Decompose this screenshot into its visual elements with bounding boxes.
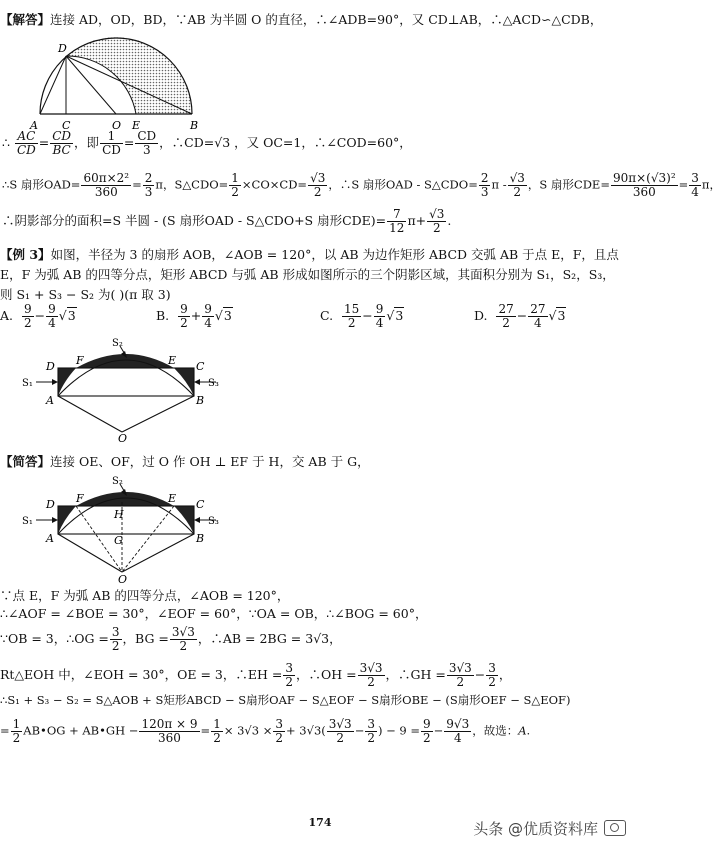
page-number: 174 [308,816,332,829]
fraction: $\frac{√3}{2}$ [310,171,326,199]
fraction: $\frac{3}{2}$ [367,717,375,745]
segment-oa [58,534,122,572]
fraction: $\frac{9√3}{4}$ [446,717,470,745]
label-o: O [112,119,122,132]
fraction: $\frac{CD}{3}$ [137,129,157,157]
fraction: $\frac{2}{3}$ [480,171,489,199]
label-s1: S₁ [22,378,33,389]
option-d[interactable]: D. $\frac{27}{2}$ − $\frac{27}{4}$ √3 [473,302,566,330]
fraction: $\frac{√3}{2}$ [509,171,525,199]
solution2-line1: 【简答】连接 OE、OF，过 O 作 OH ⊥ EF 于 H，交 AB 于 G， [0,454,370,469]
solution2-line7: = $\frac{1}{2}$ AB•OG + AB•GH − $\frac{120\pi \times 9}{360}$ = $\frac{1}{2}$ × 3√3 × $\frac{3}{2}$ + 3√3( $\frac{3√3}{2}$ − $\frac{3}{2}$ ) − 9 = $\frac{9}{2}$ − $\frac{9√3}{4}$ ，故选：A. [0,717,531,745]
fraction: $\frac{3√3}{2}$ [448,661,472,689]
label-b: B [196,394,205,407]
solution2-line3: ∴∠AOF = ∠BOE = 30°，∠EOF = 60°，∵OA = OB，∴∠BOG = 60°， [0,606,428,621]
label-g: G [114,534,123,547]
solution1-heading: 【解答】 [0,12,51,27]
fraction: $\frac{CD}{BC}$ [52,129,72,157]
label-s1: S₁ [22,516,33,527]
fraction: $\frac{1}{CD}$ [102,129,121,157]
label-o: O [118,573,128,586]
example3-line3: 则 S₁ + S₃ − S₂ 为( )(π 取 3) [0,287,171,302]
fraction: $\frac{\text{90π×(√3)²}}{360}$ [612,171,676,199]
segment-oa [58,396,122,432]
solution2-line6: ∴S₁ + S₃ − S₂ = S△AOB + S矩形ABCD − S扇形OAF − S△EOF − S扇形OBE − (S扇形OEF − S△EOF) [0,693,571,707]
fraction: $\frac{3}{2}$ [285,661,293,689]
option-b[interactable]: B. $\frac{9}{2}$ + $\frac{9}{4}$ √3 [155,302,232,330]
label-d: D [46,360,55,373]
camera-icon [604,820,626,836]
label-o: O [118,432,128,445]
label-e: E [132,119,141,132]
label-c: C [196,360,205,373]
label-a: A [30,119,38,132]
solution1-line3: ∴S 扇形OAD= $\frac{\text{60π×2²}}{360}$ = $\frac{2}{3}$ π，S△CDO= $\frac{1}{2}$ ×CO×CD= $\frac{√3}{2}$ ，∴S 扇形OAD - S△CDO= $\frac{2}{3}$ π - $\frac{√3}{2}$ ，S 扇形CDE= $\frac{\text{90π×(√3)²}}{360}$ = $\frac{3}{4}$ π， [2,171,721,199]
rectangle-abcd [58,368,194,396]
fraction: $\frac{AC}{CD}$ [16,129,36,157]
solution1-line1 [0,12,602,28]
label-a: A [46,532,54,545]
label-e: E [168,492,177,505]
label-f: F [76,354,84,367]
label-c: C [196,498,205,511]
fraction: $\frac{2}{3}$ [144,171,153,199]
label-d: D [46,498,55,511]
fraction: $\frac{9}{2}$ [423,717,431,745]
segment-ad [40,56,66,114]
label-s2: S₂ [112,476,123,487]
answer: A [518,723,527,738]
fraction: $\frac{3√3}{2}$ [171,625,195,653]
fraction: $\frac{1}{2}$ [231,171,239,199]
example3-options [0,303,614,330]
solution2-heading: 【简答】 [0,454,51,469]
fraction: $\frac{3}{4}$ [691,171,699,199]
solution1-line4: ∴阴影部分的面积=S 半圆 - (S 扇形OAD - S△CDO+S 扇形CDE)= $\frac{7}{12}$ π+ $\frac{√3}{2}$ . [2,207,452,235]
figure-semicircle [20,36,210,132]
fraction: $\frac{3}{2}$ [488,661,496,689]
label-c: C [62,119,71,132]
shaded-s3 [174,506,194,534]
label-b: B [190,119,199,132]
example3-line1: 【例 3】如图，半径为 3 的扇形 AOB，∠AOB = 120°，以 AB 为边作矩形 ABCD 交弧 AB 于点 E，F，且点 [0,247,619,262]
segment-ob [122,534,194,572]
label-d: D [58,42,67,55]
example3-line2: E，F 为弧 AB 的四等分点，矩形 ABCD 与弧 AB 形成如图所示的三个阴影区域，其面积分别为 S₁，S₂，S₃， [0,267,615,282]
fraction: $\frac{7}{12}$ [389,207,405,235]
shaded-region [66,37,192,114]
example3-heading: 【例 3】 [0,247,51,262]
label-a: A [46,394,54,407]
segment-oe [122,506,174,572]
fraction: $\frac{3√3}{2}$ [328,717,352,745]
watermark: 头条 @优质资料库 [473,818,626,839]
shaded-s3 [174,368,194,396]
label-s2: S₂ [112,338,123,349]
solution2-line2: ∵点 E，F 为弧 AB 的四等分点，∠AOB = 120°， [0,588,290,603]
label-f: F [76,492,84,505]
solution2-line4: ∵OB = 3，∴OG = $\frac{3}{2}$ ，BG = $\frac{3√3}{2}$ ，∴AB = 2BG = 3√3， [0,625,342,653]
fraction: $\frac{3}{2}$ [275,717,284,745]
label-s3: S₃ [208,378,219,389]
option-c[interactable]: C. $\frac{15}{2}$ − $\frac{9}{4}$ √3 [319,302,404,330]
label-b: B [196,532,205,545]
solution2-line5: Rt△EOH 中，∠EOH = 30°，OE = 3，∴EH = $\frac{3}{2}$ ，∴OH = $\frac{3√3}{2}$ ，∴GH = $\frac{3√3}{2}$ − $\frac{3}{2}$ ， [0,661,512,689]
fraction: $\frac{1}{2}$ [213,717,221,745]
fraction: $\frac{1}{2}$ [12,717,21,745]
fraction: $\frac{120\pi \times 9}{360}$ [141,717,198,745]
label-e: E [168,354,177,367]
fraction: $\frac{\text{60π×2²}}{360}$ [83,171,130,199]
solution1-text: 连接 AD，OD，BD，∵AB 为半圆 O 的直径，∴∠ADB=90°，又 CD⊥AB，∴△ACD∽△CDB， [50,12,603,27]
solution1-line2: ∴ $\frac{AC}{CD}$ = $\frac{CD}{BC}$ ，即 $\frac{1}{CD}$ = $\frac{CD}{3}$ ，∴CD=√3 ，又 OC=1，∴∠COD=60°， [2,129,412,157]
label-h: H [114,508,124,521]
figure-sector-rectangle [20,334,220,446]
fraction: $\frac{√3}{2}$ [429,207,445,235]
label-s3: S₃ [208,516,219,527]
rectangle-abcd [58,506,194,534]
fraction: $\frac{3}{2}$ [111,625,120,653]
fraction: $\frac{3√3}{2}$ [359,661,383,689]
segment-ob [122,396,194,432]
figure-solution-diagram [20,474,220,586]
option-a[interactable]: A. $\frac{9}{2}$ − $\frac{9}{4}$ √3 [0,302,76,330]
